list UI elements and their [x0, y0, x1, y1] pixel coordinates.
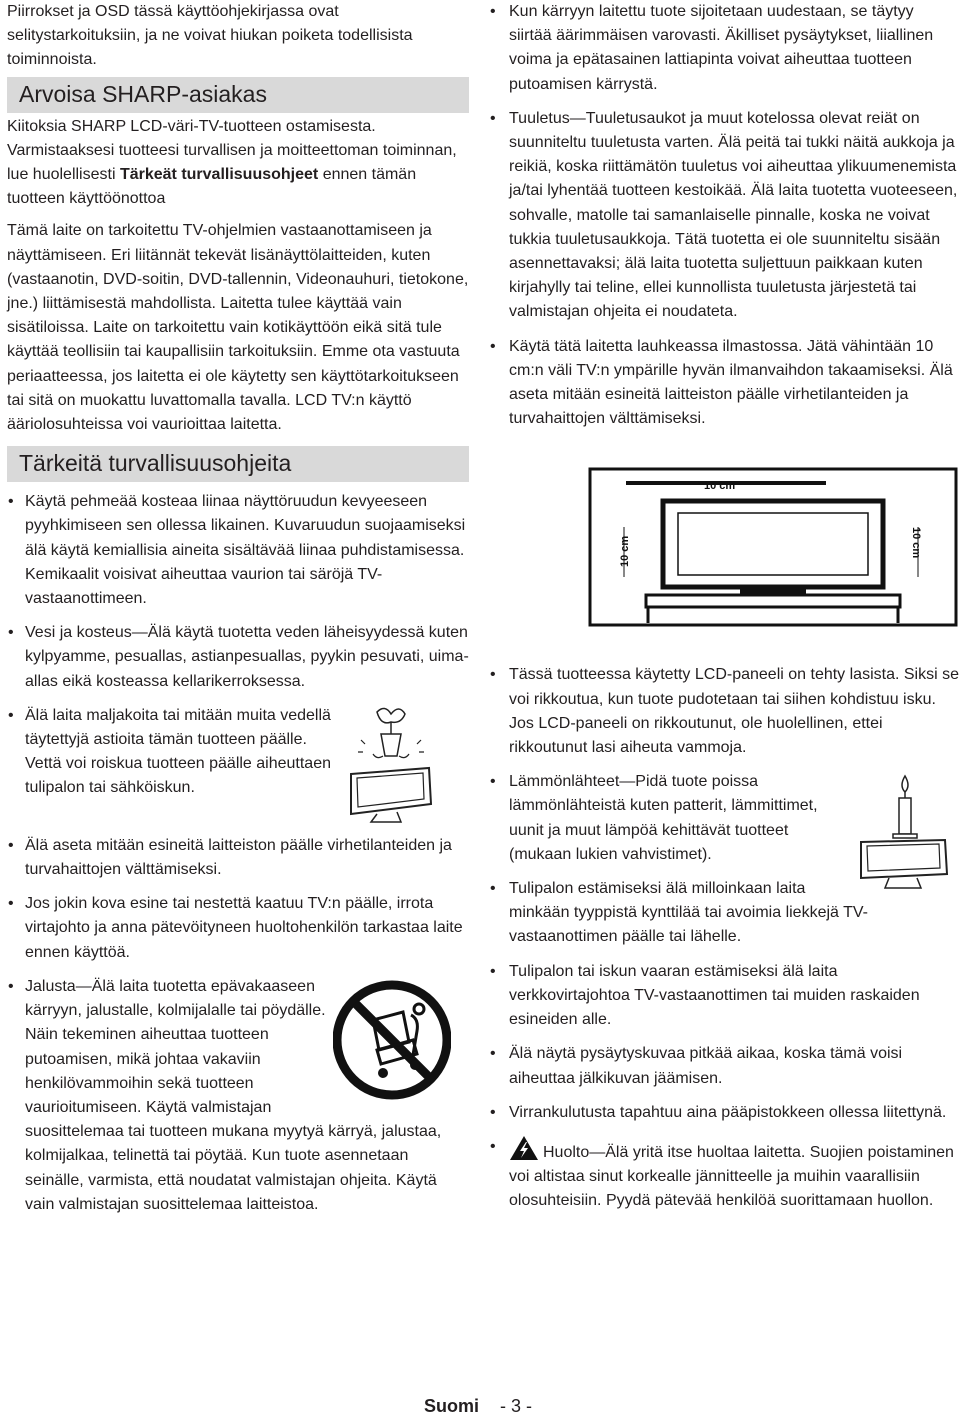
high-voltage-warning-icon [509, 1135, 539, 1161]
list-item [487, 770, 959, 867]
safety-list-right-top [487, 0, 959, 431]
welcome-paragraph [7, 115, 469, 212]
no-unstable-cart-icon [333, 975, 451, 1105]
vase-warning-text: Älä laita maljakoita tai mitään muita vedellä täytettyjä astioita tämän tuotteen päälle. Vettä voi roiskua tuotteen päälle aiheuttaen tulipalon tai sähköiskun. [25, 706, 331, 797]
list-item: • Jos jokin kova esine tai nestettä kaatuu TV:n päälle, irrota virtajohto ja anna pätevöityneen huoltohenkilön tarkastaa laite ennen käyttöä. [7, 892, 469, 965]
vase-on-tv-illustration [337, 704, 449, 824]
welcome-text-a: Kiitoksia SHARP LCD-väri-TV-tuotteen ostamisesta. Varmistaaksesi tuotteesi turvallisen ja moitteettoman toiminnan, lue huolellisesti [7, 117, 457, 184]
candle-on-tv-illustration [853, 772, 953, 892]
footer-language: Suomi [424, 1396, 480, 1416]
list-item: • Tuuletus—Tuuletusaukot ja muut kotelossa olevat reiät on suunniteltu tuuletusta varten. Älä peitä tai tukki näitä aukkoja ja reikiä, koska riittämätön tuuletus voi aiheuttaa ylikuumenemista ja/tai lyhentää tuotteen kestoikää. Älä laita tuotetta vuoteeseen, sohvalle, matolle tai samanlaiselle pinnalle, koska ne voivat tukkia tuuletusaukkoja. Tätä tuotetta ei ole suunniteltu sisään asennettavaksi; älä laita tuotetta suljettuun paikkaan kuten kirjahylly tai teline, ellei kunnollista tuuletusta järjestetä tai valmistajan ohjeita ei noudateta. [487, 107, 959, 325]
list-item: • Vesi ja kosteus—Älä käytä tuotetta veden läheisyydessä kuten kylpyamme, pesuallas, astianpesuallas, pyykin pesuvati, uima-allas eikä kosteassa kellarikerroksessa. [7, 621, 469, 694]
intro-paragraph: Piirrokset ja OSD tässä käyttöohjekirjassa ovat selitystarkoituksiin, ja ne voivat hiukan poiketa todellisista toiminnoista. [7, 3, 413, 69]
list-item [7, 975, 469, 1217]
heading-safety: Tärkeitä turvallisuusohjeita [7, 446, 469, 482]
clearance-label-left: 10 cm [619, 536, 631, 568]
right-column [487, 0, 959, 1224]
safety-list-right-bottom [487, 663, 959, 1213]
service-warning-text: Huolto—Älä yritä itse huoltaa laitetta. Suojien poistaminen voi altistaa sinut korkealle jännitteelle ja muihin vaarallisiin olosuhteisiin. Pyydä pätevää henkilöä suorittamaan huollon. [509, 1143, 954, 1210]
list-item: • Käytä tätä laitetta lauhkeassa ilmastossa. Jätä vähintään 10 cm:n väli TV:n ympärille hyvän ilmanvaihdon takaamiseksi. Älä aseta mitään esineitä laitteiston päälle virhetilanteiden ja turvahaittojen välttämiseksi. [487, 335, 959, 432]
list-item: • Tulipalon tai iskun vaaran estämiseksi älä laita verkkovirtajohtoa TV-vastaanottimen tai muiden raskaiden esineiden alle. [487, 960, 959, 1033]
welcome-text-b: ennen tämän tuotteen käyttöönottoa [7, 166, 417, 208]
list-item: • Virrankulutusta tapahtuu aina pääpistokkeen ollessa liitettynä. [487, 1101, 959, 1125]
page-number: - 3 - [500, 1396, 533, 1416]
heat-source-text: Lämmönlähteet—Pidä tuote poissa lämmönlähteistä kuten patterit, lämmittimet, uunit ja muut lämpöä kehittävät tuotteet (mukaan lukien vahvistimet). [509, 773, 818, 863]
list-item: • Älä näytä pysäytyskuvaa pitkää aikaa, koska tämä voisi aiheuttaa jälkikuvan jäämisen. [487, 1042, 959, 1090]
list-item [487, 1135, 959, 1214]
clearance-label-top: 10 cm [704, 480, 736, 493]
left-column [7, 0, 469, 1227]
list-item: • Älä aseta mitään esineitä laitteiston päälle virhetilanteiden ja turvahaittojen välttämiseksi. [7, 834, 469, 882]
ventilation-clearance-figure [588, 467, 958, 627]
purpose-paragraph: Tämä laite on tarkoitettu TV-ohjelmien vastaanottamiseen ja näyttämiseen. Eri liitännät tekevät lisänäyttölaitteiden, kuten (vastaanotin, DVD-soitin, DVD-tallennin, Videonauhuri, tietokone, jne.) liittämisestä mahdollista. Laitetta tulee käyttää vain sisätiloissa. Laite on tarkoitettu vain kotikäyttöön eikä sitä tule käyttää teollisiin tai kaupallisiin tarkoituksiin. Emme ota vastuuta periaatteessa, jos laitetta ei ole käytetty sen käyttötarkoitukseen tai sitä on muokattu luvattomalla tavalla. LCD TV:n käyttö ääriolosuhteissa voi vaurioittaa laitetta. [7, 222, 469, 434]
list-item [7, 704, 469, 824]
stand-warning-text: Jalusta—Älä laita tuotetta epävakaaseen kärryyn, jalustalle, kolmijalalle tai pöydälle. Näin tekeminen aiheuttaa tuotteen putoamisen, mikä johtaa vakaviin henkilövammoihin sekä tuotteen vaurioitumiseen. Käytä valmistajan suosittelemaa tai tuotteen mukana myytyä kärryä, jalustaa, kolmijalkaa, telinettä tai pöytää. Kun tuote asennetaan seinälle, varmista, että noudatat valmistajan ohjeita. Käytä vain valmistajan suosittelemaa laitteistoa. [25, 977, 442, 1213]
list-item: • Tulipalon estämiseksi älä milloinkaan laita minkään tyyppistä kynttilää tai avoimia liekkejä TV-vastaanottimen päälle tai lähelle. [487, 877, 959, 950]
list-item: • Tässä tuotteessa käytetty LCD-paneeli on tehty lasista. Siksi se voi rikkoutua, kun tuote pudotetaan tai siihen kohdistuu isku. Jos LCD-paneeli on rikkoutunut, ole huolellinen, ettei rikkoutunut lasi aiheuta vammoja. [487, 663, 959, 760]
list-item: • Käytä pehmeää kosteaa liinaa näyttöruudun kevyeeseen pyyhkimiseen sen ollessa likainen. Kuvaruudun suojaamiseksi älä käytä kemiallisia aineita sisältävää liinaa puhdistamisessa. Kemikaalit voisivat aiheuttaa vaurion tai säröjä TV-vastaanottimeen. [7, 490, 469, 611]
list-item: • Kun kärryyn laitettu tuote sijoitetaan uudestaan, se täytyy siirtää äärimmäisen varovasti. Äkilliset pysäytykset, liiallinen voima ja epätasainen lattiapinta voivat aiheuttaa tuotteen putoamisen kärrystä. [487, 0, 959, 97]
clearance-label-right: 10 cm [910, 527, 922, 559]
heading-dear-customer: Arvoisa SHARP-asiakas [7, 77, 469, 113]
safety-list-left [7, 490, 469, 1217]
welcome-text-bold: Tärkeät turvallisuusohjeet [119, 166, 319, 184]
